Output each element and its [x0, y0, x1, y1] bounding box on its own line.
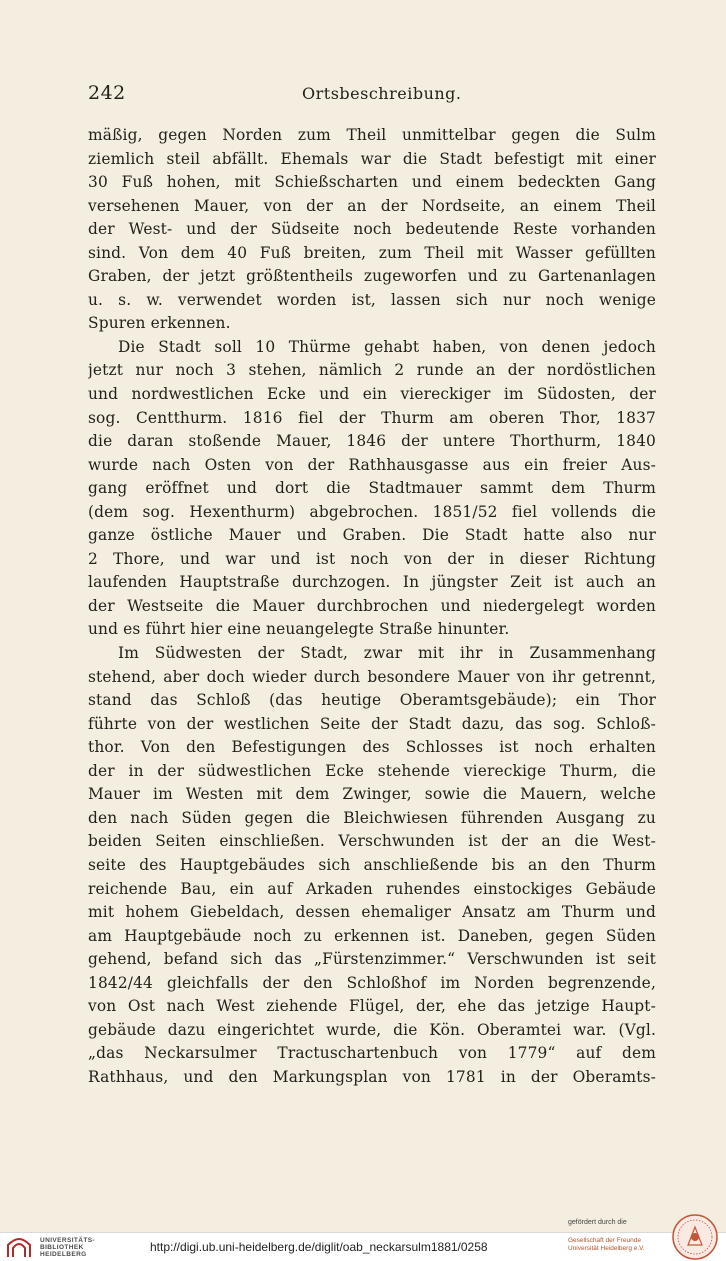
text-line: gebäude dazu eingerichtet wurde, die Kön. Oberamtei war. (Vgl.: [88, 1020, 656, 1039]
friends-society-line: Universität Heidelberg e.V.: [568, 1245, 645, 1252]
text-line: Im Südwesten der Stadt, zwar mit ihr in Zusammenhang: [118, 644, 656, 663]
text-line: seite des Hauptgebäudes sich anschließende bis an den Thurm: [88, 855, 656, 874]
text-line: u. s. w. verwendet worden ist, lassen sich nur noch wenige: [88, 290, 656, 309]
body-text: [88, 124, 656, 1089]
text-line: Graben, der jetzt größtentheils zugeworfen und zu Gartenanlagen: [88, 267, 656, 286]
university-library-logo-icon: [6, 1237, 32, 1259]
library-name-line: UNIVERSITÄTS-: [40, 1237, 96, 1244]
library-name: [40, 1237, 95, 1258]
text-line: den nach Süden gegen die Bleichwiesen führenden Ausgang zu: [88, 808, 656, 827]
library-name-line: HEIDELBERG: [40, 1251, 87, 1258]
text-line: am Hauptgebäude noch zu erkennen ist. Daneben, gegen Süden: [88, 926, 656, 945]
page-header: [88, 82, 656, 110]
text-line: Spuren erkennen.: [88, 314, 231, 333]
text-line: laufenden Hauptstraße durchzogen. In jüngster Zeit ist auch an: [88, 573, 656, 592]
text-line: sog. Centthurm. 1816 fiel der Thurm am oberen Thor, 1837: [88, 408, 656, 427]
text-line: 1842/44 gleichfalls der den Schloßhof im Norden begrenzende,: [88, 973, 656, 992]
text-line: mit hohem Giebeldach, dessen ehemaliger Ansatz am Thurm und: [88, 903, 656, 922]
running-head: Ortsbeschreibung.: [302, 84, 462, 103]
support-label: gefördert durch die: [568, 1219, 627, 1226]
text-line: und es führt hier eine neuangelegte Straße hinunter.: [88, 620, 510, 639]
text-line: gehend, befand sich das „Fürstenzimmer.“ Verschwunden ist seit: [88, 950, 656, 969]
text-line: führte von der westlichen Seite der Stadt dazu, das sog. Schloß-: [88, 714, 656, 733]
text-line: der Westseite die Mauer durchbrochen und niedergelegt worden: [88, 596, 656, 615]
text-line: beiden Seiten einschließen. Verschwunden ist der an die West-: [88, 832, 656, 851]
text-line: Mauer im Westen mit dem Zwinger, sowie die Mauern, welche: [88, 785, 656, 804]
library-name-line: BIBLIOTHEK: [40, 1244, 84, 1251]
text-line: mäßig, gegen Norden zum Theil unmittelbar gegen die Sulm: [88, 126, 656, 144]
text-line: Die Stadt soll 10 Thürme gehabt haben, von denen jedoch: [118, 337, 656, 356]
text-line: stehend, aber doch wieder durch besondere Mauer von ihr getrennt,: [88, 667, 656, 686]
university-seal-icon: [670, 1213, 720, 1261]
text-line: von Ost nach West ziehende Flügel, der, ehe das jetzige Haupt-: [88, 997, 656, 1016]
text-line: 30 Fuß hohen, mit Schießscharten und einem bedeckten Gang: [88, 173, 656, 192]
page-number: 242: [88, 82, 126, 104]
digitization-footer: [0, 1219, 726, 1261]
text-line: reichende Bau, ein auf Arkaden ruhendes einstockiges Gebäude: [88, 879, 656, 898]
text-line: stand das Schloß (das heutige Oberamtsgebäude); ein Thor: [88, 691, 656, 710]
text-line: gang eröffnet und dort die Stadtmauer sammt dem Thurm: [88, 479, 656, 498]
text-line: wurde nach Osten von der Rathhausgasse aus ein freier Aus-: [88, 455, 656, 474]
text-line: 2 Thore, und war und ist noch von der in dieser Richtung: [88, 549, 656, 568]
text-line: ziemlich steil abfällt. Ehemals war die Stadt befestigt mit einer: [88, 149, 656, 168]
text-line: versehenen Mauer, von der an der Nordseite, an einem Theil: [88, 196, 656, 215]
text-line: und nordwestlichen Ecke und ein viereckiger im Südosten, der: [88, 385, 656, 404]
text-line: der in der südwestlichen Ecke stehende viereckige Thurm, die: [88, 761, 656, 780]
text-line: jetzt nur noch 3 stehen, nämlich 2 runde an der nordöstlichen: [88, 361, 656, 380]
text-line: sind. Von dem 40 Fuß breiten, zum Theil mit Wasser gefüllten: [88, 243, 656, 262]
text-line: die daran stoßende Mauer, 1846 der untere Thorthurm, 1840: [88, 432, 656, 451]
friends-society: [568, 1237, 645, 1253]
text-line: „das Neckarsulmer Tractuschartenbuch von 1779“ auf dem: [88, 1044, 656, 1063]
text-line: thor. Von den Befestigungen des Schlosses ist noch erhalten: [88, 738, 656, 757]
text-line: ganze östliche Mauer und Graben. Die Stadt hatte also nur: [88, 526, 656, 545]
permalink-url[interactable]: http://digi.ub.uni-heidelberg.de/diglit/oab_neckarsulm1881/0258: [150, 1240, 488, 1254]
friends-society-line: Gesellschaft der Freunde: [568, 1237, 641, 1244]
text-line: Rathhaus, und den Markungsplan von 1781 in der Oberamts-: [88, 1067, 656, 1086]
text-line: (dem sog. Hexenthurm) abgebrochen. 1851/52 fiel vollends die: [88, 502, 656, 521]
text-line: der West- und der Südseite noch bedeutende Reste vorhanden: [88, 220, 656, 239]
